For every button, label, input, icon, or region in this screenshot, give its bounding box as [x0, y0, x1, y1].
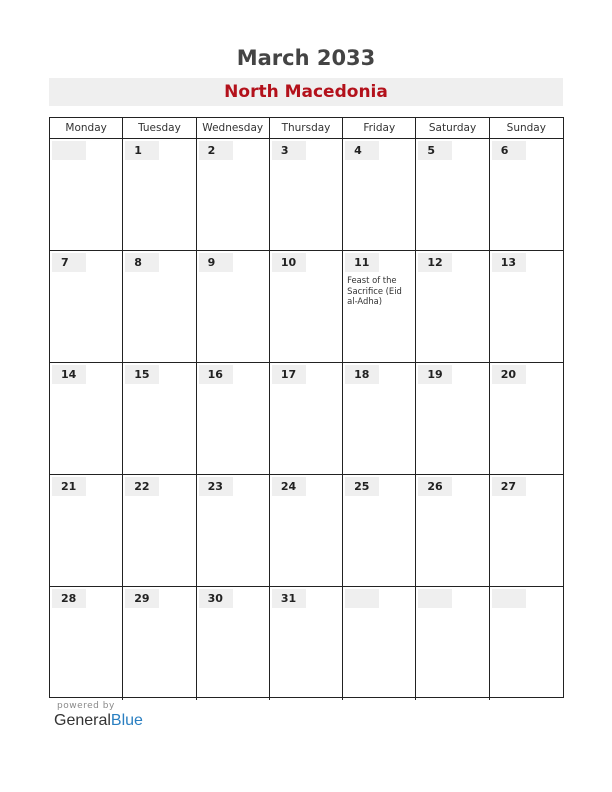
day-cell[interactable]	[270, 475, 343, 586]
day-cell[interactable]	[270, 251, 343, 362]
day-cell[interactable]	[197, 139, 270, 250]
day-number	[418, 589, 452, 608]
weekday-label: Thursday	[270, 118, 343, 138]
day-number: 6	[492, 141, 526, 160]
day-cell[interactable]	[123, 587, 196, 700]
day-cell[interactable]	[490, 475, 563, 586]
day-cell[interactable]	[416, 587, 489, 700]
day-number: 13	[492, 253, 526, 272]
day-number	[52, 141, 86, 160]
day-number: 21	[52, 477, 86, 496]
day-number: 8	[125, 253, 159, 272]
day-number: 28	[52, 589, 86, 608]
day-cell[interactable]	[490, 139, 563, 250]
day-cell[interactable]	[50, 251, 123, 362]
week-row	[50, 475, 563, 587]
day-cell[interactable]	[270, 363, 343, 474]
day-cell[interactable]	[343, 363, 416, 474]
day-number: 11	[345, 253, 379, 272]
week-row	[50, 587, 563, 700]
day-number: 29	[125, 589, 159, 608]
day-cell[interactable]	[123, 251, 196, 362]
day-cell[interactable]	[343, 475, 416, 586]
day-number: 16	[199, 365, 233, 384]
day-number: 3	[272, 141, 306, 160]
day-cell[interactable]	[197, 251, 270, 362]
day-cell[interactable]	[50, 587, 123, 700]
day-number: 17	[272, 365, 306, 384]
weekday-label: Saturday	[416, 118, 489, 138]
day-cell[interactable]	[123, 363, 196, 474]
brand-blue: Blue	[110, 712, 143, 729]
day-cell[interactable]	[343, 587, 416, 700]
day-cell[interactable]	[50, 139, 123, 250]
day-number: 23	[199, 477, 233, 496]
day-cell[interactable]	[123, 475, 196, 586]
week-row	[50, 363, 563, 475]
day-cell[interactable]	[197, 363, 270, 474]
brand-logo[interactable]	[54, 712, 143, 730]
country-banner	[49, 78, 563, 106]
brand-general: General	[54, 712, 111, 729]
day-cell[interactable]	[490, 363, 563, 474]
day-number: 18	[345, 365, 379, 384]
day-number: 15	[125, 365, 159, 384]
day-number: 5	[418, 141, 452, 160]
powered-by-text: powered by	[57, 701, 115, 711]
day-number: 12	[418, 253, 452, 272]
day-number: 26	[418, 477, 452, 496]
day-number: 7	[52, 253, 86, 272]
day-cell[interactable]	[343, 251, 416, 362]
day-cell[interactable]	[50, 363, 123, 474]
weekday-label: Wednesday	[197, 118, 270, 138]
day-cell[interactable]	[490, 587, 563, 700]
weekday-label: Sunday	[506, 122, 546, 134]
day-number: 9	[199, 253, 233, 272]
page-title: March 2033	[236, 46, 376, 70]
weekday-label: Monday	[50, 118, 123, 138]
day-number: 1	[125, 141, 159, 160]
weekday-label: Friday	[343, 118, 416, 138]
weekday-header	[50, 118, 563, 139]
day-cell[interactable]	[416, 363, 489, 474]
weekday-label: Tuesday	[123, 118, 196, 138]
day-number: 27	[492, 477, 526, 496]
calendar-grid	[49, 117, 564, 698]
day-cell[interactable]	[343, 139, 416, 250]
day-cell[interactable]	[50, 475, 123, 586]
day-number: 22	[125, 477, 159, 496]
weeks-container	[50, 139, 563, 700]
day-cell[interactable]	[416, 475, 489, 586]
day-number	[492, 589, 526, 608]
day-cell[interactable]	[490, 251, 563, 362]
day-cell[interactable]	[197, 587, 270, 700]
day-cell[interactable]	[123, 139, 196, 250]
day-number: 31	[272, 589, 306, 608]
day-cell[interactable]	[416, 251, 489, 362]
day-number: 30	[199, 589, 233, 608]
day-number: 14	[52, 365, 86, 384]
day-number: 24	[272, 477, 306, 496]
day-cell[interactable]	[270, 139, 343, 250]
day-number: 20	[492, 365, 526, 384]
day-number	[345, 589, 379, 608]
day-cell[interactable]	[416, 139, 489, 250]
country-name: North Macedonia	[224, 82, 388, 102]
day-number: 25	[345, 477, 379, 496]
day-cell[interactable]	[270, 587, 343, 700]
day-number: 19	[418, 365, 452, 384]
day-cell[interactable]	[197, 475, 270, 586]
day-number: 2	[199, 141, 233, 160]
week-row	[50, 251, 563, 363]
week-row	[50, 139, 563, 251]
day-number: 4	[345, 141, 379, 160]
holiday-label: Feast of the Sacrifice (Eid al-Adha)	[347, 275, 402, 306]
day-number: 10	[272, 253, 306, 272]
